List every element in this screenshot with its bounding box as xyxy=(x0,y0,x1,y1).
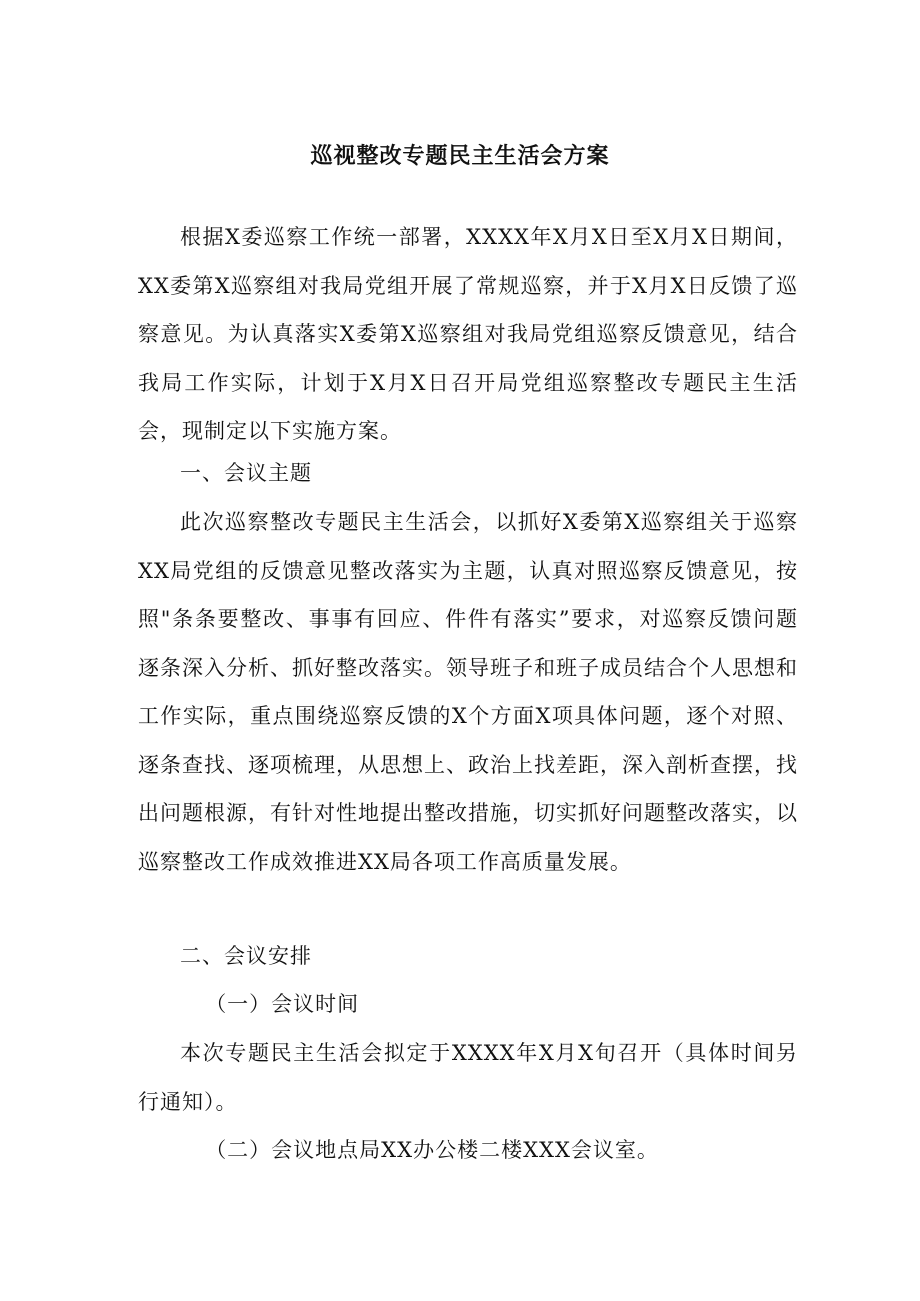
section-heading-arrangement: 二、会议安排 xyxy=(180,944,312,968)
subsection-heading-time: （一）会议时间 xyxy=(205,992,360,1016)
intro-paragraph: 根据X委巡察工作统一部署，XXXX年X月X日至X月X日期间，XX委第X巡察组对我局党组开展了常规巡察，并于X月X日反馈了巡察意见。为认真落实X委第X巡察组对我局党组巡察反馈意见，结合我局工作实际，计划于X月X日召开局党组巡察整改专题民主生活会，现制定以下实施方案。 xyxy=(138,225,798,443)
time-paragraph: 本次专题民主生活会拟定于XXXX年X月X旬召开（具体时间另行通知）。 xyxy=(138,1041,798,1114)
location-line: （二）会议地点局XX办公楼二楼XXX会议室。 xyxy=(205,1138,659,1162)
section-heading-theme: 一、会议主题 xyxy=(180,461,312,485)
document-title: 巡视整改专题民主生活会方案 xyxy=(310,143,610,169)
theme-paragraph: 此次巡察整改专题民主生活会，以抓好X委第X巡察组关于巡察XX局党组的反馈意见整改落实为主题，认真对照巡察反馈意见，按照"条条要整改、事事有回应、件件有落实”要求，对巡察反馈问题逐条深入分析、抓好整改落实。领导班子和班子成员结合个人思想和工作实际，重点围绕巡察反馈的X个方面X项具体问题，逐个对照、逐条查找、逐项梳理，从思想上、政治上找差距，深入剖析查摆，找出问题根源，有针对性地提出整改措施，切实抓好问题整改落实，以巡察整改工作成效推进XX局各项工作高质量发展。 xyxy=(138,510,798,874)
